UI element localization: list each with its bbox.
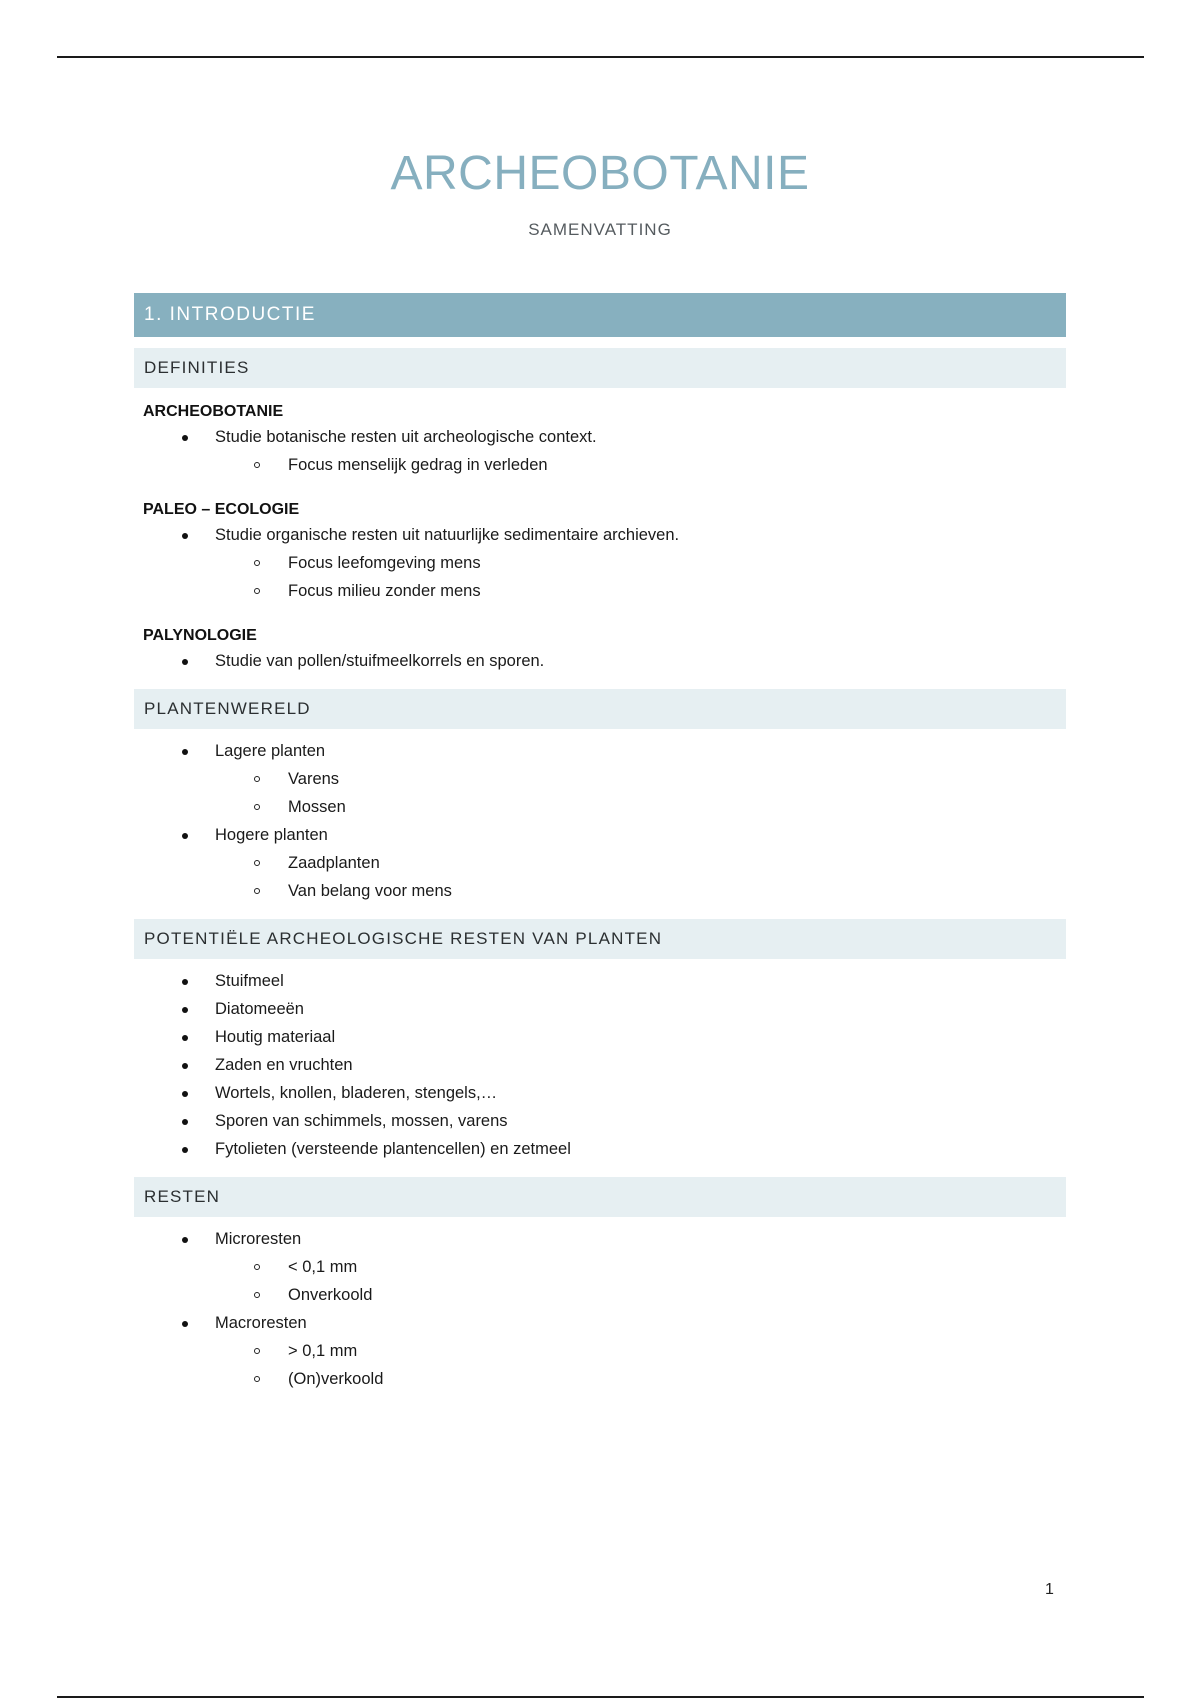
list-item: Studie van pollen/stuifmeelkorrels en sporen.: [134, 647, 1066, 675]
list-item-text: Microresten: [215, 1230, 302, 1248]
section-heading-introductie: 1. INTRODUCTIE: [134, 293, 1066, 337]
sub-list-item: < 0,1 mm: [215, 1253, 1066, 1281]
footer-rule: [57, 1696, 1144, 1698]
list-item-text: Studie botanische resten uit archeologische context.: [215, 428, 597, 446]
sub-list-item: Zaadplanten: [215, 849, 1066, 877]
list-item-text: Lagere planten: [215, 742, 326, 760]
list-item: [134, 1225, 1066, 1309]
list-item: [134, 521, 1066, 605]
document-subtitle: SAMENVATTING: [528, 220, 672, 239]
list-item-text: Macroresten: [215, 1314, 307, 1332]
list-resten: [134, 1225, 1066, 1393]
document-title: ARCHEOBOTANIE: [390, 147, 810, 200]
list-item: Sporen van schimmels, mossen, varens: [134, 1107, 1066, 1135]
sub-list-item: Focus menselijk gedrag in verleden: [215, 451, 1066, 479]
term-paleo-ecologie: PALEO – ECOLOGIE: [143, 501, 300, 518]
term-palynologie: PALYNOLOGIE: [143, 627, 257, 644]
list-item-text: Studie organische resten uit natuurlijke sedimentaire archieven.: [215, 526, 680, 544]
subsection-heading-potentiele-resten: POTENTIËLE ARCHEOLOGISCHE RESTEN VAN PLANTEN: [134, 919, 1066, 959]
list-archeobotanie: [134, 423, 1066, 479]
list-item: [134, 821, 1066, 905]
subsection-heading-definities: DEFINITIES: [134, 348, 1066, 388]
sub-list-item: Onverkoold: [215, 1281, 1066, 1309]
list-item: Wortels, knollen, bladeren, stengels,…: [134, 1079, 1066, 1107]
subsection-heading-plantenwereld: PLANTENWERELD: [134, 689, 1066, 729]
list-item: [134, 423, 1066, 479]
sub-list-item: Focus milieu zonder mens: [215, 577, 1066, 605]
sub-list-item: Focus leefomgeving mens: [215, 549, 1066, 577]
list-item: Houtig materiaal: [134, 1023, 1066, 1051]
list-paleo-ecologie: [134, 521, 1066, 605]
sub-list-item: (On)verkoold: [215, 1365, 1066, 1393]
list-potentiele-resten: [134, 967, 1066, 1163]
list-item: [134, 1309, 1066, 1393]
sub-list-item: Mossen: [215, 793, 1066, 821]
list-palynologie: [134, 647, 1066, 675]
list-item-text: Hogere planten: [215, 826, 328, 844]
sub-list-item: Van belang voor mens: [215, 877, 1066, 905]
list-item: Fytolieten (versteende plantencellen) en zetmeel: [134, 1135, 1066, 1163]
list-item: [134, 737, 1066, 821]
sub-list-item: Varens: [215, 765, 1066, 793]
term-archeobotanie: ARCHEOBOTANIE: [143, 403, 284, 420]
header-rule: [57, 56, 1144, 58]
list-item: Diatomeeën: [134, 995, 1066, 1023]
document-body: [134, 293, 1066, 1393]
list-plantenwereld: [134, 737, 1066, 905]
page-number: 1: [1045, 1581, 1054, 1598]
sub-list-item: > 0,1 mm: [215, 1337, 1066, 1365]
list-item: Stuifmeel: [134, 967, 1066, 995]
subsection-heading-resten: RESTEN: [134, 1177, 1066, 1217]
list-item: Zaden en vruchten: [134, 1051, 1066, 1079]
